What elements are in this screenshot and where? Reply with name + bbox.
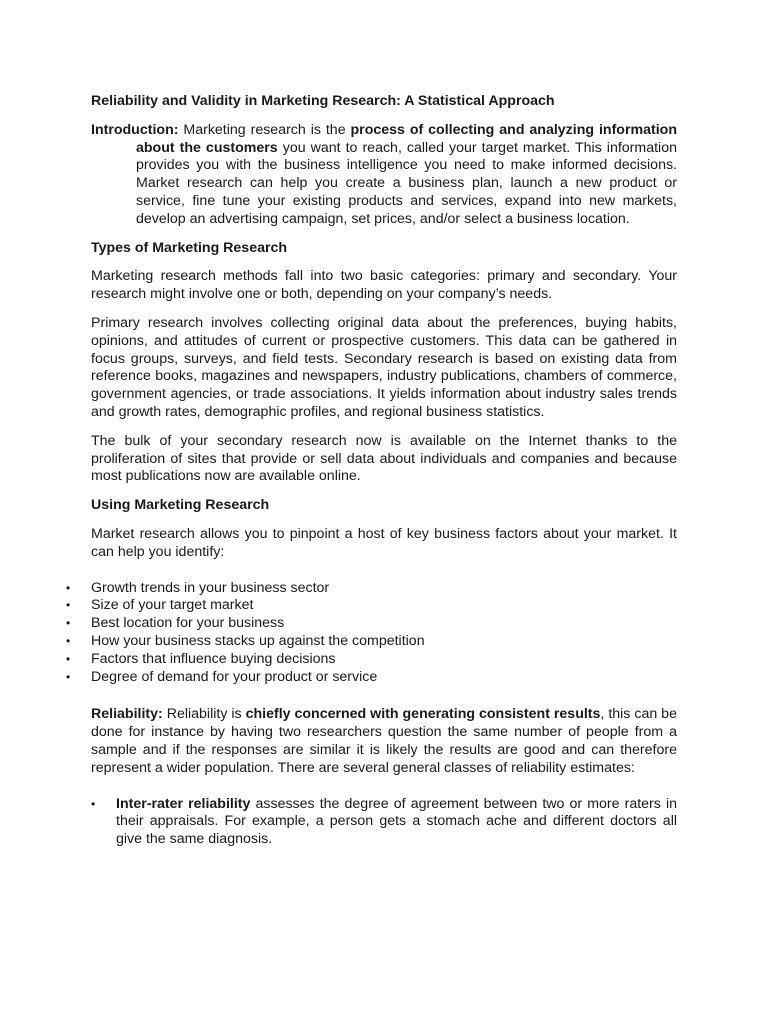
using-paragraph: Market research allows you to pinpoint a host of key business factors about your market. It can help you identify: — [91, 525, 677, 560]
types-paragraph-2: Primary research involves collecting original data about the preferences, buying habits, opinions, and attitudes of current or prospective customers. This data can be gathered in focus groups, surveys, and field tests. Secondary research is based on existing data from reference books, magazines and newspapers, industry publications, chambers of commerce, government agencies, or trade associations. It yields information about industry sales trends and growth rates, demographic profiles, and regional business statistics. — [91, 314, 677, 420]
intro-paragraph — [91, 122, 677, 229]
inter-rater-text: assesses the degree of agreement between two or more raters in their appraisals. For example, a person gets a stomach ache and different doctors all give the same diagnosis. — [116, 795, 677, 848]
list-item — [66, 651, 677, 669]
bullet-icon: • — [66, 598, 71, 613]
list-item — [66, 633, 677, 651]
list-item-text: Degree of demand for your product or service — [91, 668, 378, 685]
list-item-text: Growth trends in your business sector — [91, 579, 330, 596]
bullet-icon: • — [66, 616, 71, 631]
types-heading: Types of Marketing Research — [91, 239, 288, 256]
list-item — [66, 597, 677, 615]
inter-rater-label: Inter-rater reliability — [116, 795, 251, 812]
reliability-classes-list — [91, 796, 677, 849]
document-page — [66, 93, 677, 849]
list-item-text: Factors that influence buying decisions — [91, 650, 336, 667]
list-item — [66, 615, 677, 633]
types-paragraph-1: Marketing research methods fall into two basic categories: primary and secondary. Your research might involve one or both, depending on your company’s needs. — [91, 268, 677, 303]
list-item — [66, 669, 677, 687]
bullet-icon: • — [66, 669, 71, 684]
using-heading: Using Marketing Research — [91, 497, 270, 514]
bullet-icon: • — [66, 580, 71, 595]
intro-text-pre: Marketing research is the — [178, 121, 351, 138]
document-title: Reliability and Validity in Marketing Research: A Statistical Approach — [91, 93, 555, 109]
list-item — [91, 796, 677, 849]
reliability-text-post: , this can be done for instance by having two researchers question the same number of people from a sample and if the responses are similar it is likely the results are good and can therefore represent a wider population. There are several general classes of reliability estimates: — [91, 706, 677, 776]
bullet-icon: • — [91, 796, 96, 811]
reliability-text-pre: Reliability is — [162, 706, 246, 723]
list-item-text: How your business stacks up against the competition — [91, 632, 425, 649]
bullet-icon: • — [66, 633, 71, 648]
types-paragraph-3: The bulk of your secondary research now is available on the Internet thanks to the proliferation of sites that provide or sell data about individuals and companies and because most publications now are available online. — [91, 432, 677, 485]
intro-text-bold: process of collecting and analyzing information about the customers — [136, 121, 677, 156]
reliability-text-bold: chiefly concerned with generating consistent results — [245, 706, 601, 723]
bullet-icon: • — [66, 651, 71, 666]
reliability-paragraph — [91, 706, 677, 777]
list-item-text: Size of your target market — [91, 597, 254, 614]
list-item — [66, 580, 677, 598]
intro-text-post: you want to reach, called your target market. This information provides you with the business intelligence you need to make informed decisions. Market research can help you create a business plan, launch a new product or service, fine tune your existing products and services, expand into new markets, develop an advertising campaign, set prices, and/or select a business location. — [136, 139, 677, 227]
factors-list — [66, 580, 677, 687]
intro-label: Introduction: — [91, 121, 179, 138]
reliability-label: Reliability: — [91, 706, 163, 723]
list-item-text: Best location for your business — [91, 615, 285, 632]
